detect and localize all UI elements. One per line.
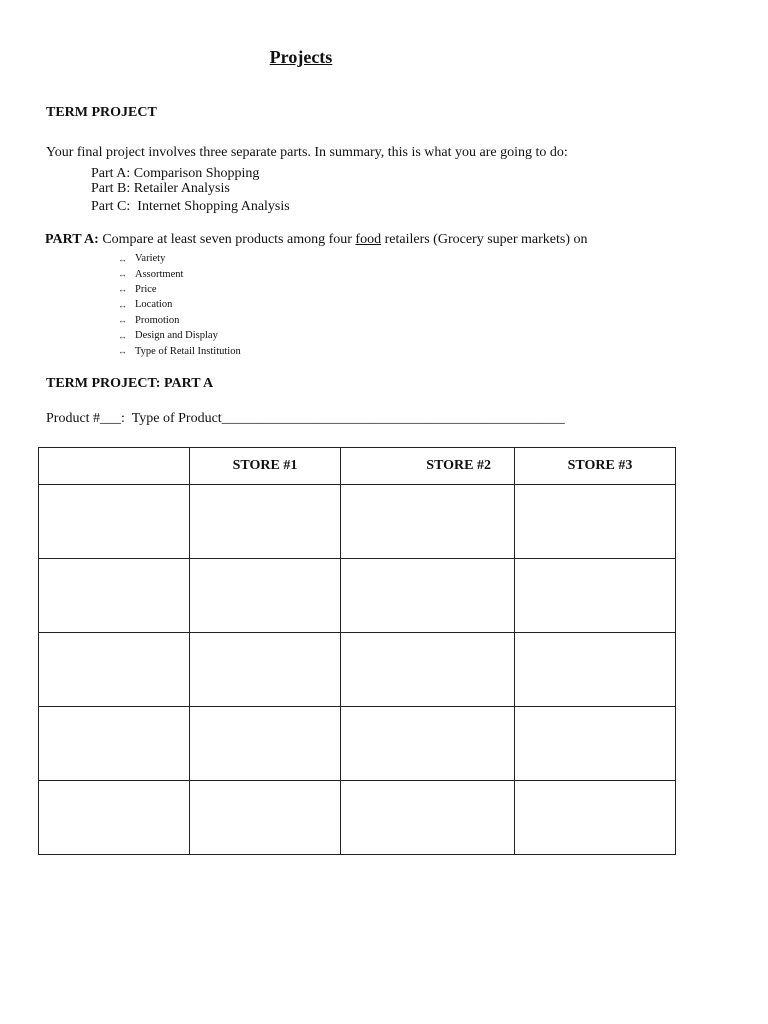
part-a-text-2: retailers (Grocery super markets) on [381, 232, 588, 247]
comparison-table [38, 447, 676, 855]
criteria-item [118, 297, 241, 312]
criteria-item [118, 282, 241, 297]
intro-paragraph: Your final project involves three separate parts. In summary, this is what you are going to do: [46, 145, 568, 160]
table-row [39, 707, 676, 781]
table-cell [341, 559, 515, 633]
bullet-icon: ↔ [118, 299, 127, 310]
criteria-list [118, 251, 241, 359]
table-header-store-1: STORE #1 [190, 448, 341, 485]
part-a-item: Part A: Comparison Shopping [91, 166, 260, 181]
table-cell [190, 485, 341, 559]
table-cell [190, 559, 341, 633]
table-cell [39, 707, 190, 781]
criteria-label: Promotion [135, 314, 180, 326]
criteria-item [118, 251, 241, 266]
table-cell [39, 633, 190, 707]
table-cell [39, 559, 190, 633]
criteria-item [118, 343, 241, 358]
table-cell [341, 781, 515, 855]
table-cell [39, 485, 190, 559]
bullet-icon: ↔ [118, 330, 127, 341]
criteria-item [118, 313, 241, 328]
table-row [39, 781, 676, 855]
table-cell [190, 781, 341, 855]
bullet-icon: ↔ [118, 269, 127, 280]
criteria-label: Type of Retail Institution [135, 345, 241, 357]
criteria-item [118, 328, 241, 343]
table-cell [515, 559, 676, 633]
criteria-item [118, 266, 241, 281]
bullet-icon: ↔ [118, 284, 127, 295]
table-row [39, 559, 676, 633]
term-project-heading: TERM PROJECT [46, 105, 157, 120]
part-a-text-1: Compare at least seven products among four [98, 232, 356, 247]
part-a-food-word: food [355, 232, 382, 247]
bullet-icon: ↔ [118, 315, 127, 326]
criteria-label: Assortment [135, 268, 184, 280]
table-header-row [39, 448, 676, 485]
table-header-store-3: STORE #3 [515, 448, 676, 485]
parts-list [91, 167, 290, 215]
table-cell [515, 485, 676, 559]
table-row [39, 485, 676, 559]
part-a-description [45, 232, 588, 248]
table-cell [341, 633, 515, 707]
part-a-heading: TERM PROJECT: PART A [46, 376, 214, 391]
part-a-label: PART A: [45, 232, 99, 247]
criteria-label: Variety [135, 253, 166, 265]
part-c-item: Part C: Internet Shopping Analysis [91, 199, 290, 214]
product-line: Product #___: Type of Product_________________________________________________ [46, 411, 565, 426]
table-cell [190, 707, 341, 781]
table-row [39, 633, 676, 707]
criteria-label: Design and Display [135, 330, 218, 342]
criteria-label: Location [135, 299, 173, 311]
bullet-icon: ↔ [118, 346, 127, 357]
table-cell [39, 781, 190, 855]
page-title: Projects [269, 47, 333, 67]
table-cell [515, 781, 676, 855]
table-header-blank [39, 448, 190, 485]
part-b-item: Part B: Retailer Analysis [91, 181, 230, 196]
bullet-icon: ↔ [118, 253, 127, 264]
table-cell [190, 633, 341, 707]
table-header-store-2: STORE #2 [341, 448, 515, 485]
table-cell [515, 633, 676, 707]
table-cell [341, 485, 515, 559]
criteria-label: Price [135, 283, 157, 295]
table-cell [341, 707, 515, 781]
table-cell [515, 707, 676, 781]
